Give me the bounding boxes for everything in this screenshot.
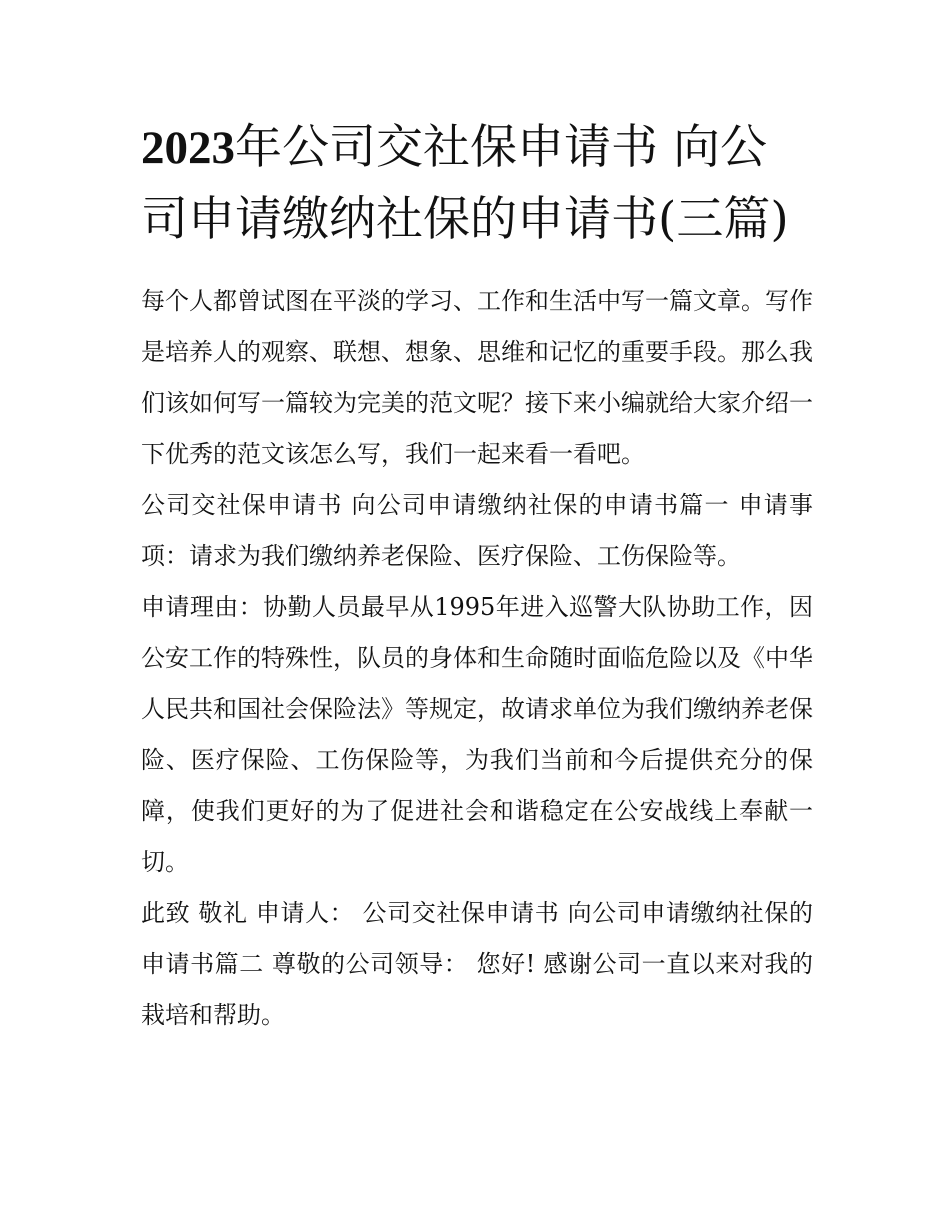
title-text: 年公司交社保申请书 向公司申请缴纳社保的申请书(三篇) [141, 120, 789, 247]
document-title [141, 112, 813, 256]
intro-paragraph: 每个人都曾试图在平淡的学习、工作和生活中写一篇文章。写作是培养人的观察、联想、想象、思维和记忆的重要手段。那么我们该如何写一篇较为完美的范文呢？接下来小编就给大家介绍一下优秀的范文该怎么写，我们一起来看一看吧。 [141, 287, 813, 468]
closing-paragraph: 此致 敬礼 申请人： 公司交社保申请书 向公司申请缴纳社保的申请书篇二 尊敬的公司领导： 您好! 感谢公司一直以来对我的栽培和帮助。 [141, 899, 813, 1029]
application-items-paragraph: 公司交社保申请书 向公司申请缴纳社保的申请书篇一 申请事项：请求为我们缴纳养老保险、医疗保险、工伤保险等。 [141, 491, 813, 570]
title-year: 2023 [141, 122, 235, 174]
application-reason-paragraph: 申请理由：协勤人员最早从1995年进入巡警大队协助工作，因公安工作的特殊性，队员的身体和生命随时面临危险以及《中华人民共和国社会保险法》等规定，故请求单位为我们缴纳养老保险、医疗保险、工伤保险等，为我们当前和今后提供充分的保障，使我们更好的为了促进社会和谐稳定在公安战线上奉献一切。 [141, 593, 813, 876]
document-page [141, 112, 813, 1041]
